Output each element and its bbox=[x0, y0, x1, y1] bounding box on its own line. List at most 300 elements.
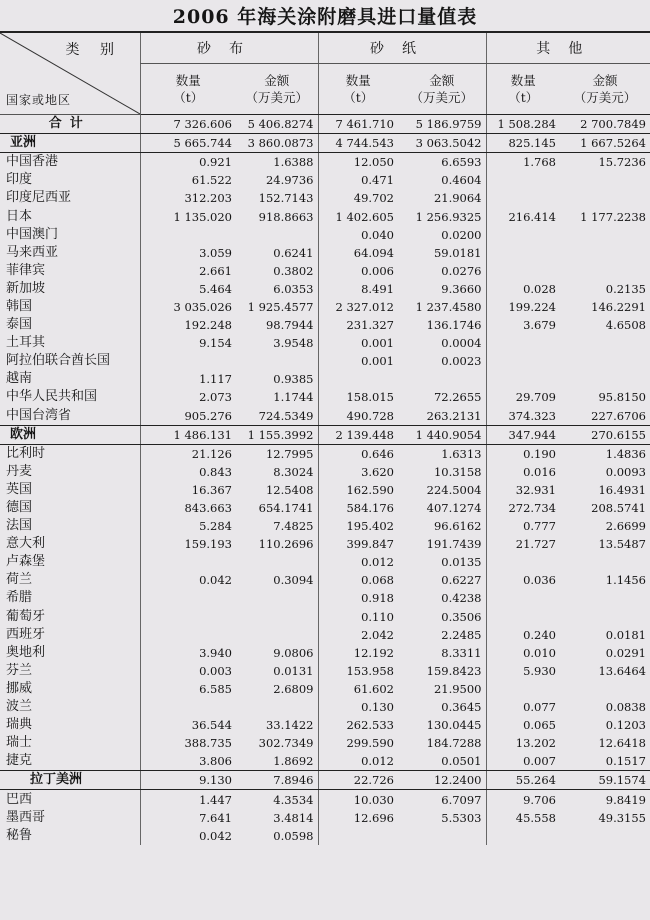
row-label: 荷兰 bbox=[6, 572, 33, 588]
cell-amount: 10.3158 bbox=[433, 464, 482, 479]
cell-amount: 0.0093 bbox=[605, 464, 646, 479]
table-row bbox=[0, 571, 650, 589]
region-row bbox=[0, 134, 650, 153]
cell-quantity: 1.117 bbox=[140, 370, 236, 388]
cell-amount: 96.6162 bbox=[433, 519, 482, 534]
header-corner bbox=[0, 32, 140, 115]
cell-quantity: 61.522 bbox=[140, 171, 236, 189]
cell-amount: 0.3094 bbox=[273, 573, 314, 588]
row-label: 芬兰 bbox=[6, 662, 33, 678]
cell-quantity: 0.006 bbox=[318, 262, 398, 280]
column-header-quantity: 数量 （t） bbox=[140, 64, 236, 115]
cell-quantity: 13.202 bbox=[486, 734, 560, 752]
cell-amount bbox=[560, 608, 650, 626]
cell-amount: 0.3802 bbox=[273, 263, 314, 278]
cell-amount: 159.8423 bbox=[426, 663, 482, 678]
cell-quantity: 61.602 bbox=[318, 680, 398, 698]
cell-quantity: 0.843 bbox=[140, 463, 236, 481]
table-row bbox=[0, 444, 650, 463]
table-row bbox=[0, 298, 650, 316]
cell-amount: 191.7439 bbox=[426, 537, 482, 552]
table-row bbox=[0, 481, 650, 499]
cell-quantity: 0.016 bbox=[486, 463, 560, 481]
row-label: 欧洲 bbox=[0, 425, 140, 444]
cell-amount bbox=[560, 189, 650, 207]
cell-amount: 0.0181 bbox=[605, 627, 646, 642]
cell-quantity: 0.042 bbox=[140, 571, 236, 589]
cell-quantity: 3.679 bbox=[486, 316, 560, 334]
cell-amount: 0.0023 bbox=[441, 354, 482, 369]
cell-amount bbox=[236, 553, 318, 571]
table-row bbox=[0, 734, 650, 752]
cell-amount bbox=[560, 370, 650, 388]
table-row bbox=[0, 680, 650, 698]
table-row bbox=[0, 244, 650, 262]
row-label: 阿拉伯联合酋长国 bbox=[6, 353, 111, 369]
cell-amount bbox=[398, 370, 486, 388]
cell-amount: 1 925.4577 bbox=[247, 299, 314, 314]
cell-amount: 407.1274 bbox=[426, 501, 482, 516]
cell-quantity: 0.028 bbox=[486, 280, 560, 298]
cell-quantity: 231.327 bbox=[318, 316, 398, 334]
cell-quantity: 0.077 bbox=[486, 698, 560, 716]
table-row bbox=[0, 790, 650, 809]
row-label: 泰国 bbox=[6, 317, 33, 333]
cell-quantity: 0.012 bbox=[318, 553, 398, 571]
cell-amount bbox=[236, 698, 318, 716]
page-title: 2006 年海关涂附磨具进口量值表 bbox=[172, 6, 478, 28]
cell-amount: 0.0291 bbox=[605, 645, 646, 660]
row-label: 中国澳门 bbox=[6, 226, 59, 242]
cell-quantity: 272.734 bbox=[486, 499, 560, 517]
row-label: 西班牙 bbox=[6, 626, 46, 642]
table-row bbox=[0, 153, 650, 172]
cell-quantity: 2.073 bbox=[140, 388, 236, 406]
table-row bbox=[0, 207, 650, 225]
cell-quantity bbox=[486, 827, 560, 845]
cell-quantity: 153.958 bbox=[318, 662, 398, 680]
cell-quantity: 584.176 bbox=[318, 499, 398, 517]
row-label: 印度 bbox=[6, 172, 33, 188]
cell-amount: 0.0501 bbox=[398, 752, 486, 771]
cell-quantity bbox=[140, 553, 236, 571]
row-label: 中国香港 bbox=[6, 154, 59, 170]
cell-quantity: 0.040 bbox=[318, 226, 398, 244]
cell-amount: 1.1456 bbox=[605, 573, 646, 588]
row-label: 秘鲁 bbox=[6, 827, 33, 843]
table-row bbox=[0, 189, 650, 207]
cell-quantity: 388.735 bbox=[140, 734, 236, 752]
cell-amount: 2.2485 bbox=[441, 627, 482, 642]
cell-quantity: 162.590 bbox=[318, 481, 398, 499]
cell-quantity: 0.036 bbox=[486, 571, 560, 589]
cell-amount: 0.0598 bbox=[273, 828, 314, 843]
cell-quantity: 7 461.710 bbox=[318, 115, 398, 134]
cell-quantity: 195.402 bbox=[318, 517, 398, 535]
cell-quantity bbox=[486, 226, 560, 244]
cell-amount bbox=[560, 244, 650, 262]
cell-amount: 654.1741 bbox=[258, 501, 314, 516]
cell-amount: 0.2135 bbox=[605, 281, 646, 296]
cell-amount: 263.2131 bbox=[398, 407, 486, 426]
cell-amount: 12.5408 bbox=[265, 482, 314, 497]
cell-quantity bbox=[486, 171, 560, 189]
column-header-quantity: 数量 （t） bbox=[318, 64, 398, 115]
cell-quantity: 2.042 bbox=[318, 626, 398, 644]
cell-amount: 59.1574 bbox=[560, 771, 650, 790]
row-label: 挪威 bbox=[6, 680, 33, 696]
cell-quantity: 0.110 bbox=[318, 608, 398, 626]
cell-amount: 224.5004 bbox=[426, 482, 482, 497]
cell-quantity: 158.015 bbox=[318, 388, 398, 406]
cell-amount: 1.6313 bbox=[441, 446, 482, 461]
cell-amount: 3.4814 bbox=[273, 810, 314, 825]
cell-amount: 0.0004 bbox=[441, 336, 482, 351]
cell-quantity: 0.921 bbox=[140, 153, 236, 172]
cell-amount: 0.0200 bbox=[441, 227, 482, 242]
cell-quantity bbox=[486, 608, 560, 626]
cell-quantity: 49.702 bbox=[318, 189, 398, 207]
cell-quantity bbox=[486, 553, 560, 571]
cell-amount bbox=[560, 171, 650, 189]
cell-amount: 6.6593 bbox=[441, 155, 482, 170]
row-label: 日本 bbox=[6, 208, 33, 224]
cell-amount: 59.0181 bbox=[433, 245, 482, 260]
row-label: 丹麦 bbox=[6, 463, 33, 479]
cell-amount: 0.1517 bbox=[560, 752, 650, 771]
cell-quantity: 55.264 bbox=[486, 771, 560, 790]
group-header-sandpaper: 砂纸 bbox=[318, 32, 486, 64]
cell-amount: 0.6227 bbox=[441, 573, 482, 588]
row-label: 亚洲 bbox=[0, 134, 140, 153]
row-label: 卢森堡 bbox=[6, 554, 46, 570]
cell-amount: 130.0445 bbox=[426, 718, 482, 733]
cell-amount: 95.8150 bbox=[598, 390, 646, 405]
table-row bbox=[0, 262, 650, 280]
cell-quantity: 21.126 bbox=[140, 444, 236, 463]
cell-quantity: 2 327.012 bbox=[318, 298, 398, 316]
table-row bbox=[0, 553, 650, 571]
row-label: 土耳其 bbox=[6, 335, 46, 351]
cell-amount: 6.0353 bbox=[273, 281, 314, 296]
cell-quantity: 216.414 bbox=[486, 207, 560, 225]
cell-quantity bbox=[140, 589, 236, 607]
cell-amount: 49.3155 bbox=[598, 810, 646, 825]
cell-amount: 0.1203 bbox=[605, 718, 646, 733]
cell-quantity: 825.145 bbox=[486, 134, 560, 153]
cell-quantity: 0.190 bbox=[486, 444, 560, 463]
cell-quantity bbox=[486, 189, 560, 207]
cell-amount: 152.7143 bbox=[258, 191, 314, 206]
cell-quantity: 0.471 bbox=[318, 171, 398, 189]
cell-amount: 7.8946 bbox=[236, 771, 318, 790]
cell-quantity: 9.706 bbox=[486, 790, 560, 809]
cell-amount: 2.6809 bbox=[273, 681, 314, 696]
cell-quantity: 0.001 bbox=[318, 352, 398, 370]
cell-quantity: 64.094 bbox=[318, 244, 398, 262]
cell-quantity bbox=[486, 244, 560, 262]
cell-quantity: 312.203 bbox=[140, 189, 236, 207]
cell-amount: 9.3660 bbox=[441, 281, 482, 296]
table-row bbox=[0, 171, 650, 189]
cell-quantity: 22.726 bbox=[318, 771, 398, 790]
cell-quantity: 5 665.744 bbox=[140, 134, 236, 153]
cell-quantity bbox=[486, 352, 560, 370]
cell-amount: 7.4825 bbox=[273, 519, 314, 534]
cell-quantity: 399.847 bbox=[318, 535, 398, 553]
cell-quantity: 12.696 bbox=[318, 809, 398, 827]
cell-amount bbox=[560, 680, 650, 698]
table-row bbox=[0, 370, 650, 388]
cell-quantity: 1 135.020 bbox=[140, 207, 236, 225]
cell-amount: 24.9736 bbox=[265, 173, 314, 188]
cell-quantity: 0.240 bbox=[486, 626, 560, 644]
cell-amount: 1.4836 bbox=[605, 446, 646, 461]
cell-amount: 4.3534 bbox=[273, 792, 314, 807]
row-label: 希腊 bbox=[6, 590, 33, 606]
cell-quantity: 9.130 bbox=[140, 771, 236, 790]
cell-quantity: 299.590 bbox=[318, 734, 398, 752]
cell-quantity bbox=[140, 698, 236, 716]
cell-amount: 8.3311 bbox=[441, 645, 482, 660]
cell-amount: 9.0806 bbox=[273, 645, 314, 660]
cell-amount: 110.2696 bbox=[258, 537, 314, 552]
cell-quantity: 3.806 bbox=[140, 752, 236, 771]
cell-amount: 6.7097 bbox=[441, 792, 482, 807]
cell-amount: 0.4604 bbox=[441, 173, 482, 188]
cell-amount: 8.3024 bbox=[273, 464, 314, 479]
cell-quantity: 0.646 bbox=[318, 444, 398, 463]
row-label: 瑞士 bbox=[6, 735, 33, 751]
cell-amount: 98.7944 bbox=[265, 318, 314, 333]
table-row bbox=[0, 809, 650, 827]
table-row bbox=[0, 280, 650, 298]
cell-amount: 1 440.9054 bbox=[398, 425, 486, 444]
row-label: 拉丁美洲 bbox=[0, 771, 140, 790]
table-row bbox=[0, 698, 650, 716]
cell-amount: 3 860.0873 bbox=[236, 134, 318, 153]
table-row bbox=[0, 226, 650, 244]
cell-quantity: 45.558 bbox=[486, 809, 560, 827]
cell-quantity bbox=[486, 680, 560, 698]
cell-amount: 72.2655 bbox=[433, 390, 482, 405]
cell-amount: 13.5487 bbox=[598, 537, 646, 552]
row-label: 巴西 bbox=[6, 791, 33, 807]
row-label: 瑞典 bbox=[6, 717, 33, 733]
cell-amount: 1.1744 bbox=[273, 390, 314, 405]
column-header-amount: 金额 （万美元） bbox=[398, 64, 486, 115]
cell-quantity: 5.930 bbox=[486, 662, 560, 680]
cell-quantity: 0.068 bbox=[318, 571, 398, 589]
cell-quantity: 0.010 bbox=[486, 644, 560, 662]
cell-amount: 0.0838 bbox=[605, 700, 646, 715]
row-label: 韩国 bbox=[6, 298, 33, 314]
cell-amount bbox=[560, 589, 650, 607]
cell-quantity: 1 402.605 bbox=[318, 207, 398, 225]
cell-quantity: 3.059 bbox=[140, 244, 236, 262]
cell-amount bbox=[560, 352, 650, 370]
row-label: 英国 bbox=[6, 481, 33, 497]
cell-amount: 5.5303 bbox=[441, 810, 482, 825]
cell-amount: 1 667.5264 bbox=[560, 134, 650, 153]
cell-amount: 12.2400 bbox=[398, 771, 486, 790]
cell-amount: 270.6155 bbox=[560, 425, 650, 444]
table-row bbox=[0, 608, 650, 626]
cell-amount: 4.6508 bbox=[605, 318, 646, 333]
cell-amount: 208.5741 bbox=[591, 501, 646, 516]
cell-amount bbox=[560, 226, 650, 244]
group-header-other: 其他 bbox=[486, 32, 650, 64]
cell-quantity: 1.447 bbox=[140, 790, 236, 809]
cell-quantity bbox=[140, 226, 236, 244]
row-label: 奥地利 bbox=[6, 644, 46, 660]
cell-quantity bbox=[140, 626, 236, 644]
cell-amount: 0.9385 bbox=[273, 372, 314, 387]
cell-quantity: 199.224 bbox=[486, 298, 560, 316]
cell-amount: 1 155.3992 bbox=[236, 425, 318, 444]
cell-quantity bbox=[318, 827, 398, 845]
row-label: 法国 bbox=[6, 518, 33, 534]
cell-quantity: 0.777 bbox=[486, 517, 560, 535]
cell-amount: 0.6241 bbox=[273, 245, 314, 260]
table-row bbox=[0, 626, 650, 644]
row-label: 印度尼西亚 bbox=[6, 190, 72, 206]
cell-amount bbox=[236, 589, 318, 607]
cell-amount: 12.6418 bbox=[598, 736, 646, 751]
total-row bbox=[0, 115, 650, 134]
cell-quantity: 1 486.131 bbox=[140, 425, 236, 444]
cell-quantity: 192.248 bbox=[140, 316, 236, 334]
cell-quantity: 0.042 bbox=[140, 827, 236, 845]
cell-quantity bbox=[486, 589, 560, 607]
row-label: 捷克 bbox=[0, 752, 140, 771]
cell-quantity: 5.284 bbox=[140, 517, 236, 535]
cell-amount: 918.8663 bbox=[258, 209, 314, 224]
cell-amount: 136.1746 bbox=[426, 318, 482, 333]
table-row bbox=[0, 316, 650, 334]
cell-amount: 1 256.9325 bbox=[415, 209, 482, 224]
table-row bbox=[0, 662, 650, 680]
cell-quantity: 3 035.026 bbox=[140, 298, 236, 316]
cell-quantity: 0.001 bbox=[318, 334, 398, 352]
cell-amount: 1.8692 bbox=[236, 752, 318, 771]
row-label: 马来西亚 bbox=[6, 244, 59, 260]
cell-quantity: 4 744.543 bbox=[318, 134, 398, 153]
cell-amount bbox=[236, 352, 318, 370]
cell-quantity: 1 508.284 bbox=[486, 115, 560, 134]
cell-quantity: 5.464 bbox=[140, 280, 236, 298]
row-label: 菲律宾 bbox=[6, 262, 46, 278]
cell-quantity bbox=[318, 370, 398, 388]
table-row bbox=[0, 388, 650, 406]
cell-quantity: 7.641 bbox=[140, 809, 236, 827]
cell-amount: 15.7236 bbox=[598, 155, 646, 170]
table-row bbox=[0, 499, 650, 517]
cell-quantity: 0.918 bbox=[318, 589, 398, 607]
cell-quantity: 29.709 bbox=[486, 388, 560, 406]
cell-amount bbox=[560, 553, 650, 571]
row-label: 比利时 bbox=[6, 445, 46, 461]
cell-quantity: 32.931 bbox=[486, 481, 560, 499]
cell-amount: 9.8419 bbox=[605, 792, 646, 807]
cell-quantity: 159.193 bbox=[140, 535, 236, 553]
cell-amount: 21.9064 bbox=[433, 191, 482, 206]
row-label: 中华人民共和国 bbox=[6, 389, 98, 405]
row-label: 波兰 bbox=[6, 699, 33, 715]
cell-amount: 16.4931 bbox=[598, 482, 646, 497]
cell-amount bbox=[560, 827, 650, 845]
table-row bbox=[0, 752, 650, 771]
cell-quantity: 2 139.448 bbox=[318, 425, 398, 444]
cell-amount: 2.6699 bbox=[605, 519, 646, 534]
cell-amount: 302.7349 bbox=[258, 736, 314, 751]
cell-quantity: 10.030 bbox=[318, 790, 398, 809]
cell-amount: 5 186.9759 bbox=[398, 115, 486, 134]
cell-quantity: 3.940 bbox=[140, 644, 236, 662]
row-label: 越南 bbox=[6, 371, 33, 387]
table-row bbox=[0, 463, 650, 481]
cell-quantity: 1.768 bbox=[486, 153, 560, 172]
region2-row bbox=[0, 771, 650, 790]
cell-amount: 5 406.8274 bbox=[236, 115, 318, 134]
cell-quantity: 0.012 bbox=[318, 752, 398, 771]
cell-quantity: 2.661 bbox=[140, 262, 236, 280]
group-header-sandcloth: 砂布 bbox=[140, 32, 318, 64]
cell-amount: 0.4238 bbox=[441, 591, 482, 606]
cell-amount: 0.0131 bbox=[273, 663, 314, 678]
cell-quantity bbox=[486, 334, 560, 352]
cell-amount: 184.7288 bbox=[426, 736, 482, 751]
cell-quantity: 8.491 bbox=[318, 280, 398, 298]
cell-quantity: 374.323 bbox=[486, 407, 560, 426]
cell-quantity: 0.007 bbox=[486, 752, 560, 771]
cell-amount: 724.5349 bbox=[236, 407, 318, 426]
cell-quantity: 347.944 bbox=[486, 425, 560, 444]
cell-amount bbox=[236, 608, 318, 626]
table-row bbox=[0, 589, 650, 607]
cell-amount: 227.6706 bbox=[560, 407, 650, 426]
cell-amount: 13.6464 bbox=[598, 663, 646, 678]
cell-amount: 146.2291 bbox=[591, 299, 646, 314]
cell-amount: 1.6388 bbox=[273, 155, 314, 170]
cell-quantity: 12.050 bbox=[318, 153, 398, 172]
cell-quantity: 21.727 bbox=[486, 535, 560, 553]
table-row bbox=[0, 407, 650, 426]
table-row bbox=[0, 352, 650, 370]
cell-amount bbox=[236, 226, 318, 244]
cell-quantity: 7 326.606 bbox=[140, 115, 236, 134]
cell-amount: 33.1422 bbox=[265, 718, 314, 733]
row-label: 中国台湾省 bbox=[0, 407, 140, 426]
cell-amount: 21.9500 bbox=[433, 681, 482, 696]
table-row bbox=[0, 827, 650, 845]
cell-quantity: 12.192 bbox=[318, 644, 398, 662]
cell-amount: 12.7995 bbox=[265, 446, 314, 461]
table-row bbox=[0, 535, 650, 553]
cell-amount bbox=[560, 262, 650, 280]
cell-quantity: 262.533 bbox=[318, 716, 398, 734]
category-label: 类 别 bbox=[65, 42, 122, 58]
cell-quantity bbox=[140, 608, 236, 626]
cell-quantity: 905.276 bbox=[140, 407, 236, 426]
cell-quantity: 0.065 bbox=[486, 716, 560, 734]
import-table bbox=[0, 31, 650, 845]
cell-amount: 1 177.2238 bbox=[580, 209, 646, 224]
cell-quantity: 843.663 bbox=[140, 499, 236, 517]
cell-amount: 0.3506 bbox=[441, 609, 482, 624]
column-header-amount: 金额 （万美元） bbox=[236, 64, 318, 115]
row-label: 意大利 bbox=[6, 536, 46, 552]
